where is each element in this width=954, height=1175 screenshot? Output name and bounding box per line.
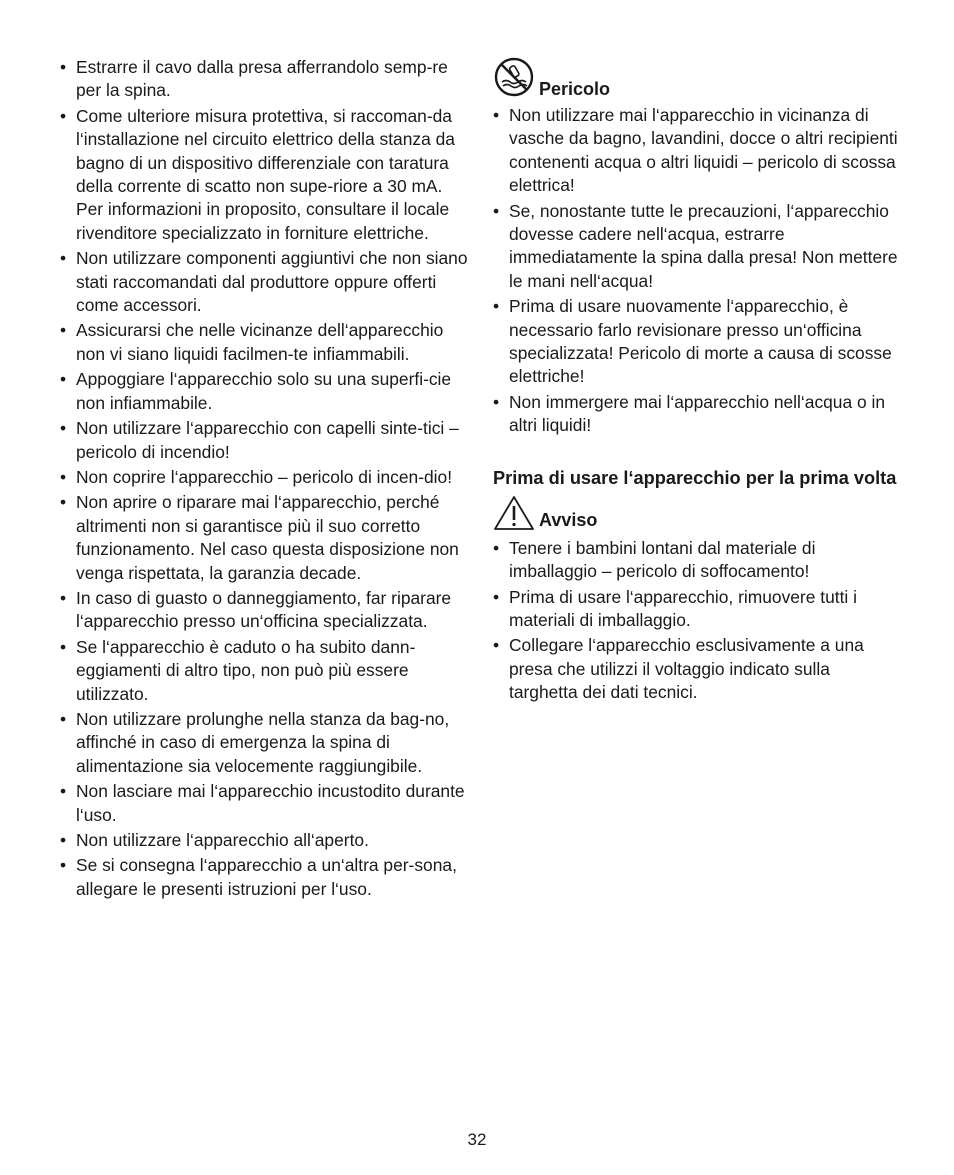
list-item: • Se l‘apparecchio è caduto o ha subito dann-eggiamenti di altro tipo, non può più essere utilizzato. [60, 636, 468, 706]
list-item: • Prima di usare l‘apparecchio, rimuovere tutti i materiali di imballaggio. [493, 586, 903, 633]
list-item: • Non coprire l‘apparecchio – pericolo di incen-dio! [60, 466, 468, 489]
list-item: • Non lasciare mai l‘apparecchio incustodito durante l‘uso. [60, 780, 468, 827]
safety-list [60, 56, 468, 901]
list-item: • Collegare l‘apparecchio esclusivamente a una presa che utilizzi il voltaggio indicato sulla targhetta dei dati tecnici. [493, 634, 903, 704]
warning-heading [493, 495, 903, 531]
list-item: • Non immergere mai l‘apparecchio nell‘acqua o in altri liquidi! [493, 391, 903, 438]
list-item: • Se si consegna l‘apparecchio a un‘altra per-sona, allegare le presenti istruzioni per l‘uso. [60, 854, 468, 901]
warning-triangle-icon [493, 495, 535, 531]
list-item: • Appoggiare l‘apparecchio solo su una superfi-cie non infiammabile. [60, 368, 468, 415]
list-item: • Estrarre il cavo dalla presa afferrandolo semp-re per la spina. [60, 56, 468, 103]
list-item: • Non utilizzare l‘apparecchio all‘aperto. [60, 829, 468, 852]
list-item: • Non aprire o riparare mai l‘apparecchio, perché altrimenti non si garantisce più il suo corretto funzionamento. Nel caso questa disposizione non venga rispettata, la garanzia decade. [60, 491, 468, 585]
section-title: Prima di usare l‘apparecchio per la prima volta [493, 467, 897, 488]
list-item: • Non utilizzare componenti aggiuntivi che non siano stati raccomandati dal produttore oppure offerti come accessori. [60, 247, 468, 317]
list-item: • Come ulteriore misura protettiva, si raccoman-da l‘installazione nel circuito elettrico della stanza da bagno di un dispositivo differenziale con taratura della corrente di scatto non supe-riore a 30 mA. Per informazioni in proposito, consultare il locale rivenditore specializzato in forniture elettriche. [60, 105, 468, 245]
warning-list [493, 537, 903, 705]
danger-list [493, 104, 903, 438]
left-column [60, 56, 468, 903]
list-item: • Prima di usare nuovamente l‘apparecchio, è necessario farlo revisionare presso un‘officina specializzata! Pericolo di morte a causa di scosse elettriche! [493, 295, 903, 389]
list-item: • Non utilizzare mai l‘apparecchio in vicinanza di vasche da bagno, lavandini, docce o altri recipienti contenenti acqua o altri liquidi – pericolo di scossa elettrica! [493, 104, 903, 198]
list-item: • Se, nonostante tutte le precauzioni, l‘apparecchio dovesse cadere nell‘acqua, estrarre immediatamente la spina dalla presa! Non mettere le mani nell‘acqua! [493, 200, 903, 294]
list-item: • Non utilizzare prolunghe nella stanza da bag-no, affinché in caso di emergenza la spina di alimentazione sia velocemente raggiungibile. [60, 708, 468, 778]
warning-label: Avviso [539, 509, 598, 530]
list-item: • Assicurarsi che nelle vicinanze dell‘apparecchio non vi siano liquidi facilmen-te infiammabili. [60, 319, 468, 366]
list-item: • Tenere i bambini lontani dal materiale di imballaggio – pericolo di soffocamento! [493, 537, 903, 584]
page-number: 32 [467, 1130, 487, 1149]
danger-heading [493, 56, 903, 98]
list-item: • Non utilizzare l‘apparecchio con capelli sinte-tici – pericolo di incendio! [60, 417, 468, 464]
danger-label: Pericolo [539, 79, 611, 99]
no-water-immersion-icon [493, 56, 535, 98]
list-item: • In caso di guasto o danneggiamento, far riparare l‘apparecchio presso un‘officina specializzata. [60, 587, 468, 634]
right-column [493, 56, 903, 707]
